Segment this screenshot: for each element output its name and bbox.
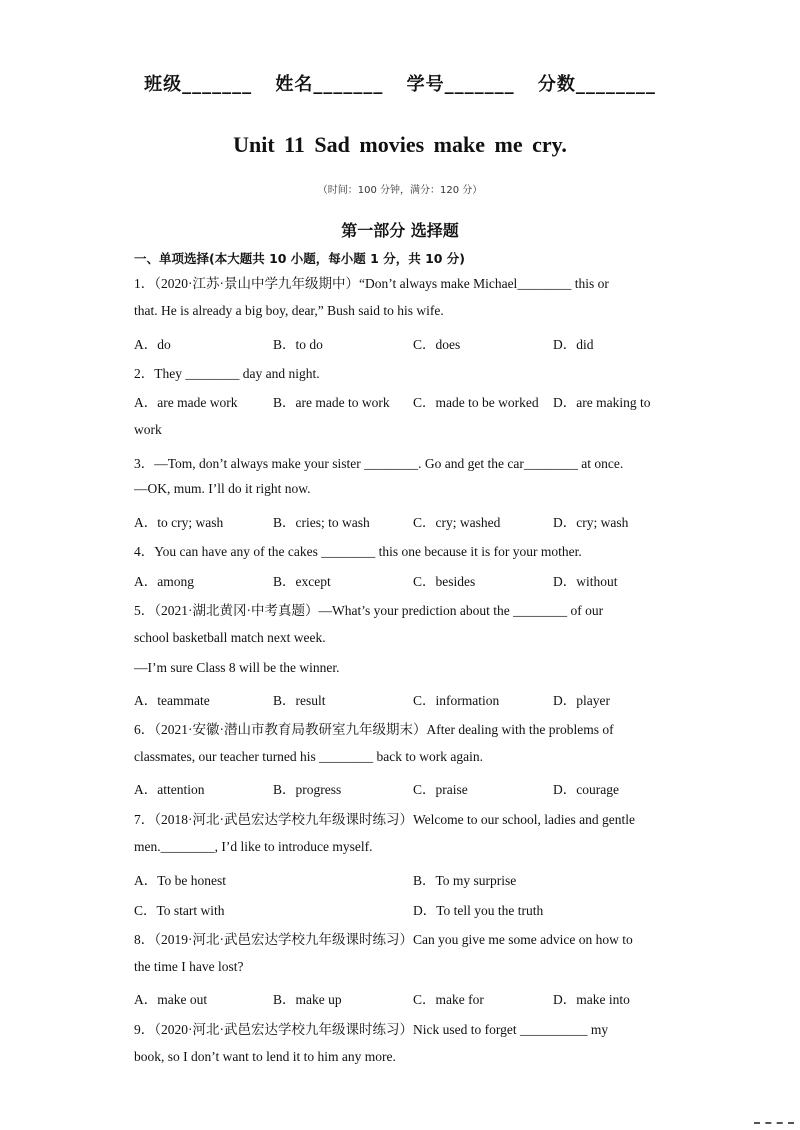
question-6-option-d: D．courage [553,782,619,797]
question-4-text: 4．You can have any of the cakes ________ this one because it is for your mother. [134,544,582,559]
question-5-text-cont2: —I’m sure Class 8 will be the winner. [134,660,340,675]
question-2-option-d-wrap: work [134,422,162,437]
student-info-header [0,70,800,96]
question-1-option-c: C．does [413,337,461,352]
question-8-option-c: C．make for [413,992,484,1007]
class-field: 班级_______ [144,74,253,95]
question-4-option-b: B．except [273,574,331,589]
question-2-option-d: D．are making to [553,395,651,410]
question-1-text-cont: that. He is already a big boy, dear,” Bush said to his wife. [134,303,444,318]
question-5-text: 5．（2021·湖北黄冈·中考真题）—What’s your prediction about the ________ of our [134,603,604,618]
question-8-option-a: A．make out [134,992,208,1007]
question-5-option-c: C．information [413,693,500,708]
name-field: 姓名_______ [275,74,384,95]
question-2-option-a: A．are made work [134,395,238,410]
question-7-text-cont: men.________, I’d like to introduce myself. [134,839,373,854]
question-3-option-d: D．cry; wash [553,515,629,530]
question-6-text-cont: classmates, our teacher turned his ________ back to work again. [134,749,484,764]
question-7-option-b: B．To my surprise [413,873,517,888]
section-title: 一、单项选择(本大题共 10 小题，每小题 1 分，共 10 分) [134,251,466,266]
question-3-text: 3．—Tom, don’t always make your sister ________. Go and get the car________ at once. [134,456,624,471]
question-8-text-cont: the time I have lost? [134,959,244,974]
question-1-text: 1．（2020·江苏·景山中学九年级期中）“Don’t always make Michael________ this or [134,276,609,291]
question-8-option-d: D．make into [553,992,630,1007]
score-field: 分数________ [537,74,656,95]
question-8-option-b: B．make up [273,992,342,1007]
question-5-text-cont: school basketball match next week. [134,630,326,645]
student-id-field: 学号_______ [406,74,515,95]
question-1-option-d: D．did [553,337,594,352]
question-6-option-b: B．progress [273,782,342,797]
question-8-text: 8．（2019·河北·武邑宏达学校九年级课时练习）Can you give me some advice on how to [134,932,633,947]
question-7-option-d: D．To tell you the truth [413,903,544,918]
question-6-text: 6．（2021·安徽·潜山市教育局教研室九年级期末）After dealing with the problems of [134,722,614,737]
question-4-option-a: A．among [134,574,194,589]
question-2-text: 2．They ________ day and night. [134,366,320,381]
question-1-option-a: A．do [134,337,171,352]
question-5-option-a: A．teammate [134,693,210,708]
question-7-text: 7．（2018·河北·武邑宏达学校九年级课时练习）Welcome to our school, ladies and gentle [134,812,635,827]
question-3-option-c: C．cry; washed [413,515,501,530]
question-4-option-c: C．besides [413,574,476,589]
question-2-option-c: C．made to be worked [413,395,539,410]
question-4-option-d: D．without [553,574,618,589]
question-5-option-d: D．player [553,693,610,708]
question-6-option-a: A．attention [134,782,205,797]
question-9-text-cont: book, so I don’t want to lend it to him any more. [134,1049,396,1064]
question-7-option-a: A．To be honest [134,873,227,888]
question-1-option-b: B．to do [273,337,323,352]
question-9-text: 9．（2020·河北·武邑宏达学校九年级课时练习）Nick used to forget __________ my [134,1022,609,1037]
page-corner-mark [754,1122,794,1126]
exam-time-info: （时间：100 分钟，满分：120 分） [317,185,483,196]
page-title: Unit 11 Sad movies make me cry. [233,132,567,157]
question-7-option-c: C．To start with [134,903,225,918]
question-3-option-a: A．to cry; wash [134,515,224,530]
question-2-option-b: B．are made to work [273,395,390,410]
part-title: 第一部分 选择题 [341,221,459,240]
question-3-text-cont: —OK, mum. I’ll do it right now. [134,481,311,496]
question-6-option-c: C．praise [413,782,468,797]
question-5-option-b: B．result [273,693,326,708]
question-3-option-b: B．cries; to wash [273,515,370,530]
